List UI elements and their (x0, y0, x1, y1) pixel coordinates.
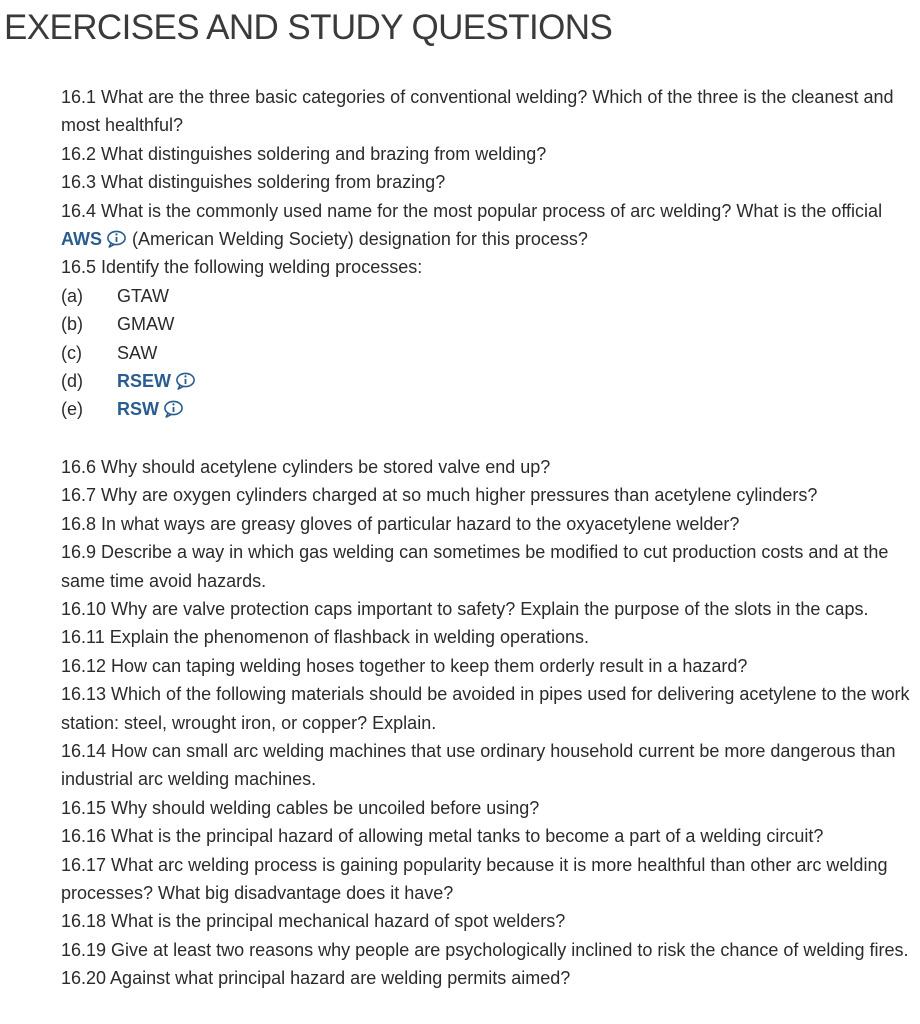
sub-item-letter: (d) (61, 371, 83, 392)
question-16-20: 16.20 Against what principal hazard are welding permits aimed? (61, 968, 571, 989)
sub-item-c (61, 339, 920, 367)
question-16-10: 16.10 Why are valve protection caps important to safety? Explain the purpose of the slots in the caps. (61, 598, 869, 619)
sub-item-b (61, 310, 920, 338)
sub-item-label: SAW (117, 342, 158, 363)
question-16-9: 16.9 Describe a way in which gas welding can sometimes be modified to cut production costs and at the same time avoid hazards. (61, 542, 889, 591)
sub-item-letter: (a) (61, 285, 83, 306)
glossary-info-icon[interactable] (106, 230, 127, 248)
question-16-11: 16.11 Explain the phenomenon of flashback in welding operations. (61, 627, 590, 648)
question-16-4 (61, 197, 920, 254)
glossary-term-rsew[interactable]: RSEW (117, 371, 171, 392)
page-title: EXERCISES AND STUDY QUESTIONS (4, 8, 613, 47)
sub-item-label: GTAW (117, 285, 169, 306)
question-16-5: 16.5 Identify the following welding processes: (61, 257, 423, 278)
sub-item-d (61, 367, 920, 395)
question-16-3: 16.3 What distinguishes soldering from brazing? (61, 172, 446, 193)
question-16-2: 16.2 What distinguishes soldering and brazing from welding? (61, 143, 547, 164)
glossary-term-rsw[interactable]: RSW (117, 399, 159, 420)
question-16-17: 16.17 What arc welding process is gaining popularity because it is more healthful than other arc welding processes? What big disadvantage does it have? (61, 854, 888, 903)
question-16-1: 16.1 What are the three basic categories of conventional welding? Which of the three is the cleanest and most healthful? (61, 87, 894, 136)
question-16-14: 16.14 How can small arc welding machines that use ordinary household current be more dangerous than industrial arc welding machines. (61, 740, 896, 790)
question-16-7: 16.7 Why are oxygen cylinders charged at so much higher pressures than acetylene cylinders? (61, 485, 818, 506)
question-list (61, 83, 920, 993)
question-16-12: 16.12 How can taping welding hoses together to keep them orderly result in a hazard? (61, 655, 748, 676)
glossary-term-aws[interactable]: AWS (61, 229, 103, 250)
question-16-4-text-end: (American Welding Society) designation for this process? (127, 229, 588, 250)
question-16-13: 16.13 Which of the following materials should be avoided in pipes used for delivering acetylene to the work station: steel, wrought iron, or copper? Explain. (61, 684, 910, 733)
question-16-19: 16.19 Give at least two reasons why people are psychologically inclined to risk the chance of welding fires. (61, 939, 909, 960)
sub-item-a (61, 282, 920, 310)
question-16-4-text-start: 16.4 What is the commonly used name for the most popular process of arc welding? What is the official (61, 200, 883, 221)
question-16-8: 16.8 In what ways are greasy gloves of particular hazard to the oxyacetylene welder? (61, 513, 740, 534)
glossary-info-icon[interactable] (175, 372, 196, 390)
sub-item-letter: (b) (61, 314, 83, 335)
sub-item-letter: (c) (61, 342, 82, 363)
question-16-16: 16.16 What is the principal hazard of allowing metal tanks to become a part of a welding circuit? (61, 826, 824, 847)
question-16-15: 16.15 Why should welding cables be uncoiled before using? (61, 797, 540, 818)
glossary-info-icon[interactable] (163, 400, 184, 418)
sub-item-e (61, 395, 920, 423)
question-16-18: 16.18 What is the principal mechanical hazard of spot welders? (61, 911, 566, 932)
question-16-6: 16.6 Why should acetylene cylinders be stored valve end up? (61, 456, 551, 477)
sub-item-label: GMAW (117, 314, 175, 335)
section-spacer (61, 424, 920, 453)
sub-item-letter: (e) (61, 399, 83, 420)
